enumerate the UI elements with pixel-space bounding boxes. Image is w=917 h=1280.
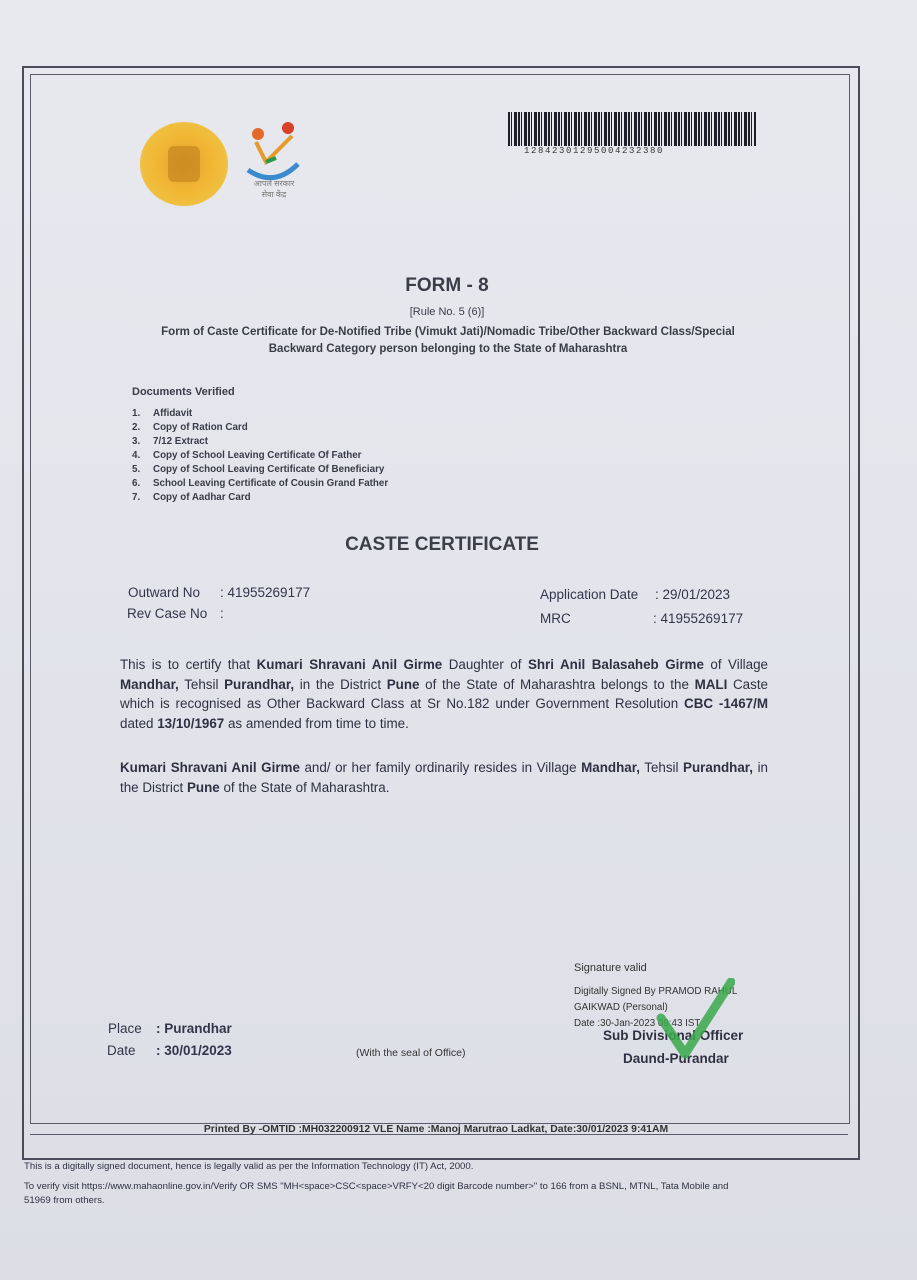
signature-signer-line2: GAIKWAD (Personal) [574, 1002, 668, 1013]
application-date-value: : 29/01/2023 [655, 587, 731, 602]
verify-instructions-cont: 51969 from others. [24, 1195, 105, 1206]
signature-valid-label: Signature valid [574, 962, 647, 974]
form-subtitle: Form of Caste Certificate for De-Notified Tribe (Vimukt Jati)/Nomadic Tribe/Other Backward Class/Special Backward Category person belonging to the State of Maharashtra [161, 326, 735, 355]
document-item: 5. Copy of School Leaving Certificate Of Beneficiary [132, 464, 385, 475]
certification-paragraph: This is to certify that Kumari Shravani Anil Girme Daughter of Shri Anil Balasaheb Girme of Village Mandhar, Tehsil Purandhar, in the District Pune of the State of Maharashtra belongs to the MALI Caste which is recognised as Other Backward Class at Sr No.182 under Government Resolution CBC -1467/M dated 13/10/1967 as amended from time to time. [120, 657, 768, 731]
logo-caption [238, 178, 310, 200]
date-value: : 30/01/2023 [156, 1043, 232, 1058]
signature-valid-check-icon [655, 978, 735, 1062]
certificate-title: CASTE CERTIFICATE [345, 534, 539, 555]
officer-office: Daund-Purandar [623, 1051, 729, 1066]
barcode [508, 112, 756, 146]
mrc-value: : 41955269177 [653, 611, 744, 626]
document-item: 3. 7/12 Extract [132, 436, 209, 447]
office-seal-note: (With the seal of Office) [356, 1047, 466, 1059]
mrc-label: MRC [540, 611, 571, 626]
printed-by: Printed By -OMTID :MH032200912 VLE Name :Manoj Marutrao Ladkat, Date:30/01/2023 9:41AM [203, 1124, 669, 1135]
application-date-label: Application Date [540, 587, 639, 602]
logo-caption-line2: सेवा केंद्र [261, 190, 287, 199]
signature-date-line: Date :30-Jan-2023 09:43 IST [574, 1018, 701, 1029]
rev-case-value: : [220, 606, 224, 621]
residence-paragraph: Kumari Shravani Anil Girme and/ or her family ordinarily resides in Village Mandhar, Tehsil Purandhar, in the District Pune of the State of Maharashtra. [120, 760, 768, 795]
officer-designation: Sub Divisional Officer [603, 1028, 744, 1043]
document-item: 1. Affidavit [132, 408, 193, 419]
place-value: : Purandhar [156, 1021, 232, 1036]
verify-instructions: To verify visit https://www.mahaonline.gov.in/Verify OR SMS "MH<space>CSC<space>VRFY<20 digit Barcode number>" to 166 from a BSNL, MTNL, Tata Mobile and [24, 1181, 729, 1192]
logo-caption-line1: आपले सरकार [253, 179, 295, 188]
rev-case-label: Rev Case No [127, 606, 208, 621]
digital-sign-note: This is a digitally signed document, hence is legally valid as per the Information Technology (IT) Act, 2000. [24, 1161, 474, 1172]
document-item: 6. School Leaving Certificate of Cousin Grand Father [132, 478, 389, 489]
document-item: 7. Copy of Aadhar Card [132, 492, 251, 503]
document-item: 2. Copy of Ration Card [132, 422, 248, 433]
outward-label: Outward No [128, 585, 201, 600]
documents-heading: Documents Verified [132, 386, 235, 398]
document-item: 4. Copy of School Leaving Certificate Of Father [132, 450, 362, 461]
form-title: FORM - 8 [405, 275, 489, 296]
barcode-number: 12842301295004232380 [524, 146, 665, 156]
rule-number: [Rule No. 5 (6)] [409, 306, 485, 318]
signature-signer-line: Digitally Signed By PRAMOD RAHUL [574, 986, 738, 997]
place-label: Place [108, 1021, 142, 1036]
emblem-lion-icon [168, 146, 200, 182]
outward-value: : 41955269177 [220, 585, 311, 600]
documents-list [132, 407, 388, 505]
date-label: Date [107, 1043, 136, 1058]
